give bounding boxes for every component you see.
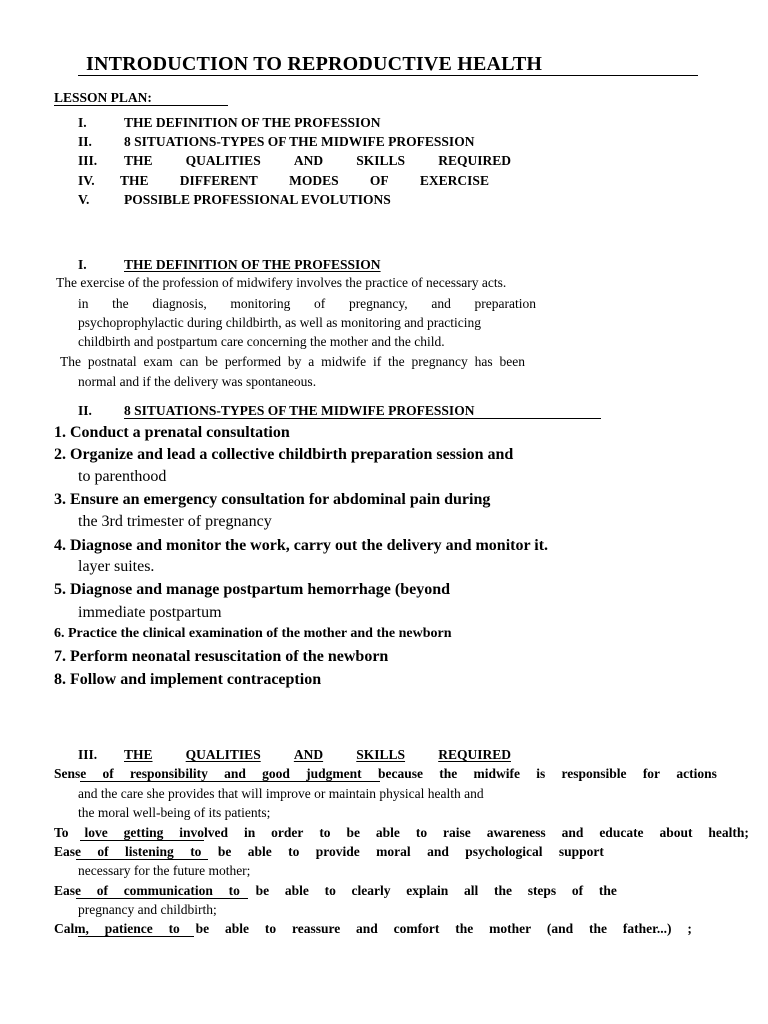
word: involved xyxy=(179,825,229,840)
lesson-plan-label: LESSON PLAN: xyxy=(54,90,152,105)
word: actions xyxy=(676,766,717,781)
section1-paragraph1-line1 xyxy=(56,275,506,291)
word: and xyxy=(561,825,584,840)
lesson-plan-word: EXERCISE xyxy=(419,173,489,188)
section1-paragraph2-line1 xyxy=(56,354,599,370)
lesson-plan-word: AND xyxy=(293,153,324,168)
word: for xyxy=(642,766,661,781)
word: the xyxy=(493,883,512,898)
section1-paragraph1-line2 xyxy=(78,296,536,312)
word: support xyxy=(558,844,604,859)
word: comfort xyxy=(393,921,440,936)
quality-listening-line2: necessary for the future mother; xyxy=(78,863,251,878)
word: able xyxy=(247,844,272,859)
word: REQUIRED xyxy=(438,747,511,762)
lesson-plan-item-number: IV. xyxy=(78,173,95,188)
word: reassure xyxy=(291,921,341,936)
word: (and xyxy=(546,921,574,936)
lesson-plan-underline xyxy=(54,105,228,106)
lesson-plan-word: REQUIRED xyxy=(438,153,511,168)
situation-item-3: 3. Ensure an emergency consultation for abdominal pain during xyxy=(54,491,491,508)
section2-number: II. xyxy=(78,403,92,418)
word: mother xyxy=(489,921,532,936)
lesson-plan-item-title xyxy=(124,153,511,169)
word: moral xyxy=(376,844,411,859)
word: is xyxy=(536,766,546,781)
lesson-plan-item-title xyxy=(124,134,474,150)
word: to xyxy=(168,921,180,936)
section1-number: I. xyxy=(78,257,87,272)
section1-paragraph1-line4: childbirth and postpartum care concerning the mother and the child. xyxy=(78,334,445,349)
word: educate xyxy=(599,825,644,840)
word: love xyxy=(84,825,108,840)
word: raise xyxy=(443,825,471,840)
lesson-plan-item-number: V. xyxy=(78,192,90,207)
word: in xyxy=(243,825,256,840)
section1-p2-text: The postnatal exam can be performed by a midwife if the pregnancy has been xyxy=(60,354,525,369)
section3-number: III. xyxy=(78,747,98,762)
word: because xyxy=(377,766,423,781)
quality-calm-line1 xyxy=(54,921,692,937)
word: health; xyxy=(708,825,749,840)
word: to xyxy=(324,883,336,898)
lesson-plan-item-title xyxy=(124,192,391,208)
word: the xyxy=(589,921,608,936)
lesson-plan-item-number: II. xyxy=(78,134,92,149)
word: and xyxy=(431,296,451,311)
word: the xyxy=(455,921,474,936)
situation-item-4-continuation: layer suites. xyxy=(78,558,155,575)
word: to xyxy=(190,844,202,859)
quality3-underline xyxy=(76,859,208,860)
situation-item-8: 8. Follow and implement contraception xyxy=(54,671,322,688)
situation-item-6: 6. Practice the clinical examination of the mother and the newborn xyxy=(54,626,452,641)
section1-paragraph1-line3: psychoprophylactic during childbirth, as well as monitoring and practicing xyxy=(78,315,482,330)
section3-heading xyxy=(124,747,511,763)
word: To xyxy=(54,825,69,840)
section1-p1-text: The exercise of the profession of midwifery involves the practice of necessary acts. xyxy=(56,275,507,290)
word: the xyxy=(112,296,129,311)
word: explain xyxy=(406,883,449,898)
word: Sense xyxy=(54,766,87,781)
quality-responsibility-line1 xyxy=(54,766,717,782)
situation-item-4: 4. Diagnose and monitor the work, carry out the delivery and monitor it. xyxy=(54,537,549,554)
word: the xyxy=(598,883,617,898)
lesson-plan-word: QUALITIES xyxy=(185,153,261,168)
word: communication xyxy=(123,883,213,898)
lesson-plan-word: 8 SITUATIONS-TYPES OF THE MIDWIFE PROFESSION xyxy=(124,134,475,149)
word: provide xyxy=(315,844,360,859)
lesson-plan-word: THE xyxy=(124,153,153,168)
lesson-plan-item-number: I. xyxy=(78,115,87,130)
lesson-plan-word: THE DEFINITION OF THE PROFESSION xyxy=(124,115,381,130)
word: AND xyxy=(293,747,324,762)
word: Ease xyxy=(54,883,81,898)
section2-heading: 8 SITUATIONS-TYPES OF THE MIDWIFE PROFESSION xyxy=(124,403,475,418)
word: judgment xyxy=(306,766,362,781)
word: and xyxy=(224,766,246,781)
lesson-plan-word: MODES xyxy=(289,173,339,188)
word: all xyxy=(463,883,479,898)
lesson-plan-word: OF xyxy=(369,173,389,188)
word: to xyxy=(319,825,331,840)
word: be xyxy=(217,844,232,859)
word: able xyxy=(225,921,250,936)
word: able xyxy=(375,825,400,840)
situation-item-5: 5. Diagnose and manage postpartum hemorrhage (beyond xyxy=(54,581,451,598)
lesson-plan-word: SKILLS xyxy=(356,153,406,168)
lesson-plan-item-number: III. xyxy=(78,153,98,168)
word: QUALITIES xyxy=(185,747,261,762)
word: responsibility xyxy=(130,766,208,781)
word: of xyxy=(96,883,108,898)
section1-paragraph2-line2: normal and if the delivery was spontaneous. xyxy=(78,374,317,389)
title-underline xyxy=(78,75,698,76)
word: of xyxy=(571,883,584,898)
word: midwife xyxy=(473,766,520,781)
word: Calm, xyxy=(54,921,89,936)
quality-communication-line1 xyxy=(54,883,617,899)
word: ; xyxy=(687,921,692,936)
word: SKILLS xyxy=(356,747,406,762)
word: to xyxy=(415,825,428,840)
lesson-plan-word: THE xyxy=(120,173,149,188)
word: getting xyxy=(123,825,164,840)
word: psychological xyxy=(465,844,543,859)
situation-item-5-continuation: immediate postpartum xyxy=(78,604,222,621)
word: of xyxy=(102,766,114,781)
word: clearly xyxy=(351,883,391,898)
situation-item-1: 1. Conduct a prenatal consultation xyxy=(54,424,290,441)
quality-responsibility-line3: the moral well-being of its patients; xyxy=(78,805,271,820)
section2-heading-underline xyxy=(124,418,601,419)
quality-listening-line1 xyxy=(54,844,604,860)
word: of xyxy=(97,844,109,859)
quality4-underline xyxy=(76,898,248,899)
quality2-underline xyxy=(80,840,204,841)
word: THE xyxy=(124,747,153,762)
word: to xyxy=(228,883,240,898)
word: order xyxy=(271,825,304,840)
page-title: INTRODUCTION TO REPRODUCTIVE HEALTH xyxy=(86,53,543,75)
word: able xyxy=(284,883,309,898)
quality5-underline xyxy=(78,936,194,937)
word: father...) xyxy=(622,921,672,936)
word: and xyxy=(356,921,378,936)
situation-item-2-continuation: to parenthood xyxy=(78,468,167,485)
word: be xyxy=(346,825,360,840)
situation-item-7: 7. Perform neonatal resuscitation of the newborn xyxy=(54,648,389,665)
word: Ease xyxy=(54,844,81,859)
word: about xyxy=(659,825,693,840)
word: and xyxy=(427,844,449,859)
quality1-underline xyxy=(80,781,380,782)
word: to xyxy=(288,844,300,859)
quality-responsibility-line2: and the care she provides that will improve or maintain physical health and xyxy=(78,786,484,801)
situation-item-2: 2. Organize and lead a collective childbirth preparation session and xyxy=(54,446,514,463)
lesson-plan-word: DIFFERENT xyxy=(179,173,258,188)
word: good xyxy=(262,766,290,781)
lesson-plan-item-title xyxy=(120,173,489,189)
word: patience xyxy=(104,921,153,936)
word: awareness xyxy=(486,825,546,840)
word: listening xyxy=(125,844,174,859)
lesson-plan-item-title xyxy=(124,115,381,131)
word: be xyxy=(195,921,210,936)
lesson-plan-word: POSSIBLE PROFESSIONAL EVOLUTIONS xyxy=(124,192,391,207)
word: steps xyxy=(527,883,557,898)
quality-communication-line2: pregnancy and childbirth; xyxy=(78,902,217,917)
word: preparation xyxy=(474,296,536,311)
word: of xyxy=(314,296,326,311)
section1-heading: THE DEFINITION OF THE PROFESSION xyxy=(124,257,381,272)
word: be xyxy=(255,883,270,898)
word: monitoring xyxy=(230,296,291,311)
word: to xyxy=(264,921,277,936)
word: in xyxy=(78,296,89,311)
word: diagnosis, xyxy=(152,296,207,311)
word: pregnancy, xyxy=(348,296,408,311)
quality-involvement-line1 xyxy=(54,825,749,841)
situation-item-3-continuation: the 3rd trimester of pregnancy xyxy=(78,513,272,530)
word: responsible xyxy=(561,766,627,781)
word: the xyxy=(439,766,458,781)
